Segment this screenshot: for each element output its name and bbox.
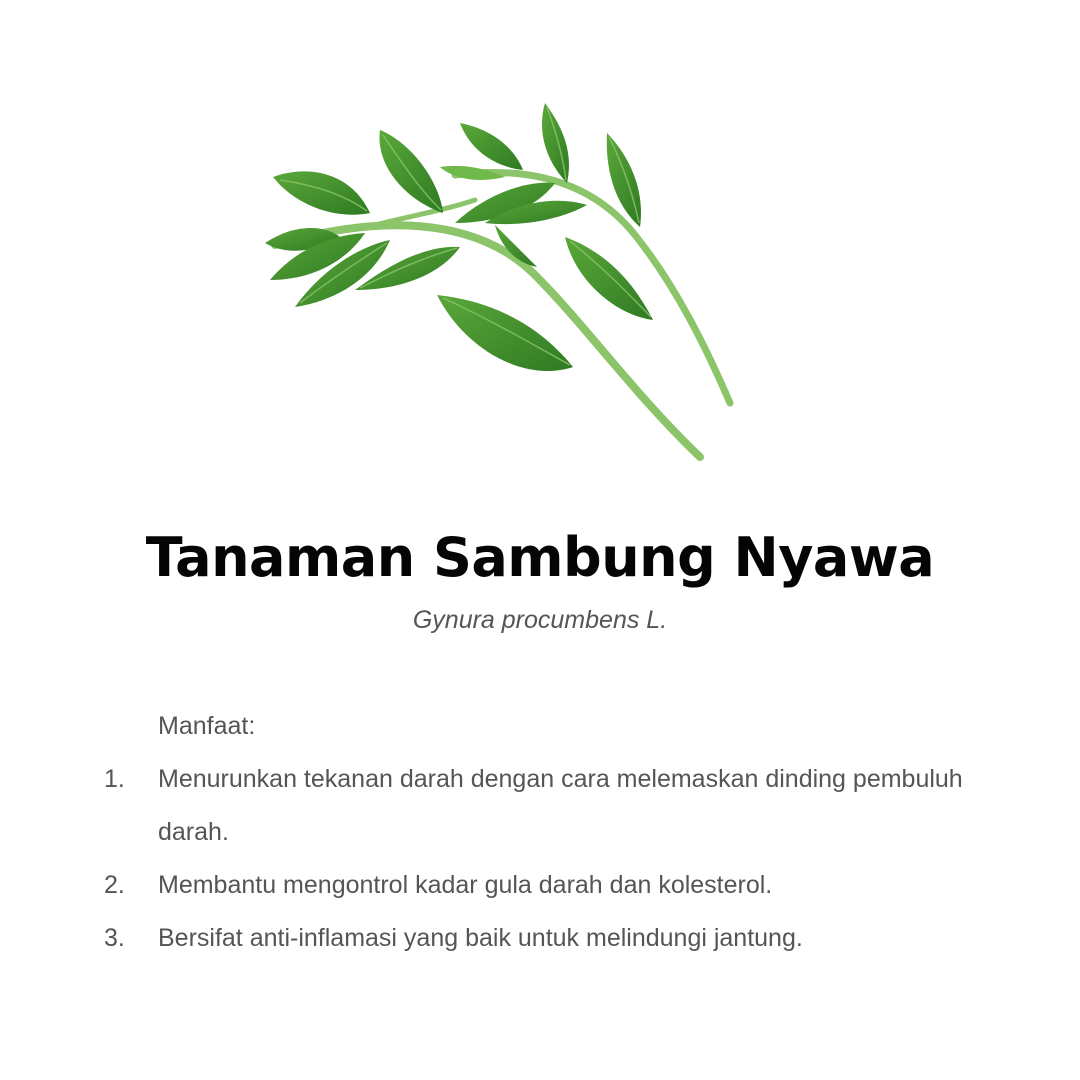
list-item-number: 3. (104, 924, 125, 952)
benefits-heading: Manfaat: (158, 712, 256, 740)
list-item-text: Menurunkan tekanan darah dengan cara melemaskan dinding pembuluh darah. (158, 765, 963, 846)
list-item (104, 859, 984, 912)
page-title: Tanaman Sambung Nyawa (145, 526, 935, 589)
list-item (104, 753, 984, 859)
leaf-branch-illustration (255, 95, 755, 465)
scientific-name: Gynura procumbens L. (412, 606, 668, 634)
list-item (104, 912, 984, 965)
list-item-number: 2. (104, 871, 125, 899)
list-item-text: Membantu mengontrol kadar gula darah dan kolesterol. (158, 871, 773, 899)
sambung-nyawa-plant-image (255, 95, 755, 465)
benefits-section (104, 700, 984, 965)
list-item-text: Bersifat anti-inflamasi yang baik untuk melindungi jantung. (158, 924, 803, 952)
list-item-number: 1. (104, 765, 125, 793)
